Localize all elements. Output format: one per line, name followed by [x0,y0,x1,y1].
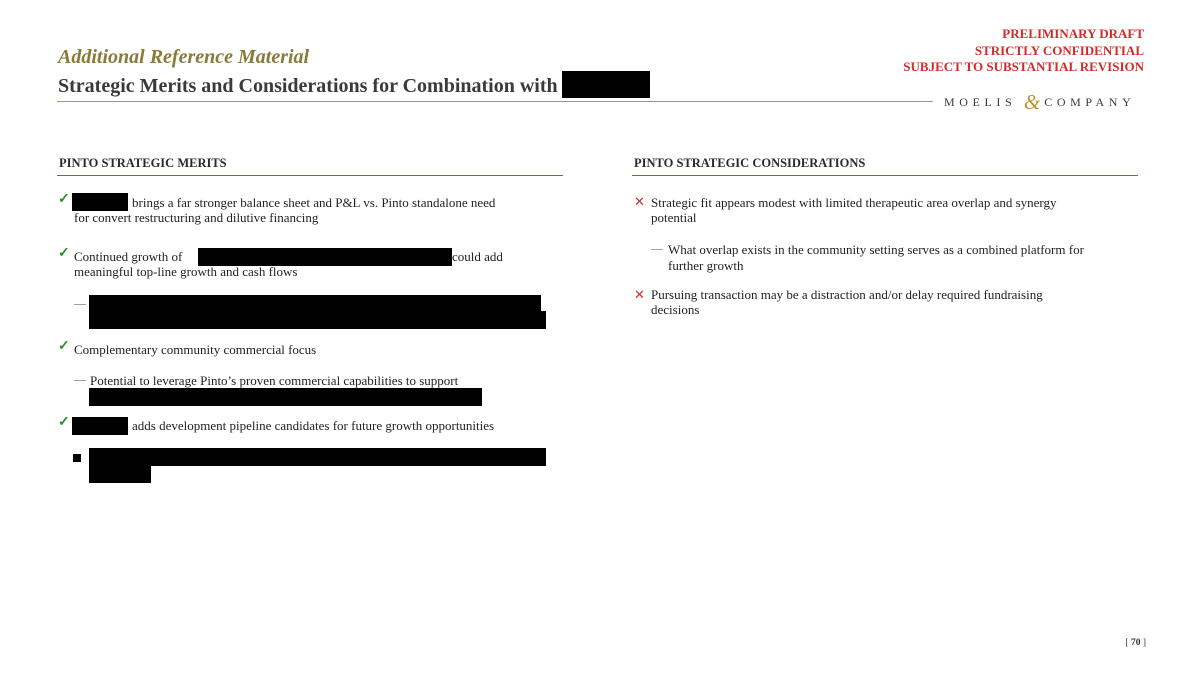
merit-text: for convert restructuring and dilutive financing [74,210,319,225]
header-divider [57,101,933,102]
page-number-value: 70 [1130,638,1141,648]
draft-line: PRELIMINARY DRAFT [1002,26,1144,41]
merit-text: meaningful top-line growth and cash flows [74,264,298,279]
draft-notice [903,26,1144,76]
merit-text: could add [452,249,503,264]
draft-line: STRICTLY CONFIDENTIAL [974,42,1144,58]
redaction-block [89,448,546,466]
consideration-subtext: What overlap exists in the community setting serves as a combined platform for [668,242,1084,257]
page-title-text: Strategic Merits and Considerations for Combination with [58,75,558,97]
consideration-text: decisions [651,302,700,317]
checkmark-icon: ✓ [58,192,70,207]
cross-icon: ✕ [634,194,645,209]
redaction-block [72,193,128,211]
cross-icon: ✕ [634,287,645,302]
consideration-text: Pursuing transaction may be a distraction and/or delay required fundraising [651,287,1043,302]
merit-text: Continued growth of [74,249,183,264]
brand-logo [944,90,1135,115]
brand-name-right: COMPANY [1044,95,1136,109]
consideration-text: potential [651,210,697,225]
merits-heading: PINTO STRATEGIC MERITS [59,156,227,170]
redaction-block [89,388,482,406]
merit-text: Complementary community commercial focus [74,342,317,357]
checkmark-icon: ✓ [58,339,70,354]
consideration-text: Strategic fit appears modest with limited therapeutic area overlap and synergy [651,195,1057,210]
page-title [58,71,650,98]
section-subtitle: Additional Reference Material [58,46,310,68]
considerations-heading: PINTO STRATEGIC CONSIDERATIONS [634,156,866,170]
redaction-block [89,311,546,329]
considerations-divider [632,175,1138,176]
checkmark-icon: ✓ [58,415,70,430]
bullet-square-icon [73,454,81,462]
draft-line: SUBJECT TO SUBSTANTIAL REVISION [903,59,1144,74]
consideration-subtext: further growth [668,258,744,273]
brand-name-left: MOELIS [944,95,1017,109]
merits-divider [57,175,563,176]
merit-text: brings a far stronger balance sheet and P&L vs. Pinto standalone need [132,195,496,210]
checkmark-icon: ✓ [58,246,70,261]
redaction-block [89,465,151,483]
redaction-block [562,71,650,98]
merit-subtext: Potential to leverage Pinto’s proven commercial capabilities to support [90,373,459,388]
dash-icon: — [74,372,86,386]
merit-text: adds development pipeline candidates for future growth opportunities [132,418,495,433]
dash-icon: — [74,296,86,310]
dash-icon: — [651,241,663,255]
redaction-block [72,417,128,435]
brand-ampersand: & [1023,90,1041,114]
page-number: [ 70 ] [1125,638,1146,648]
